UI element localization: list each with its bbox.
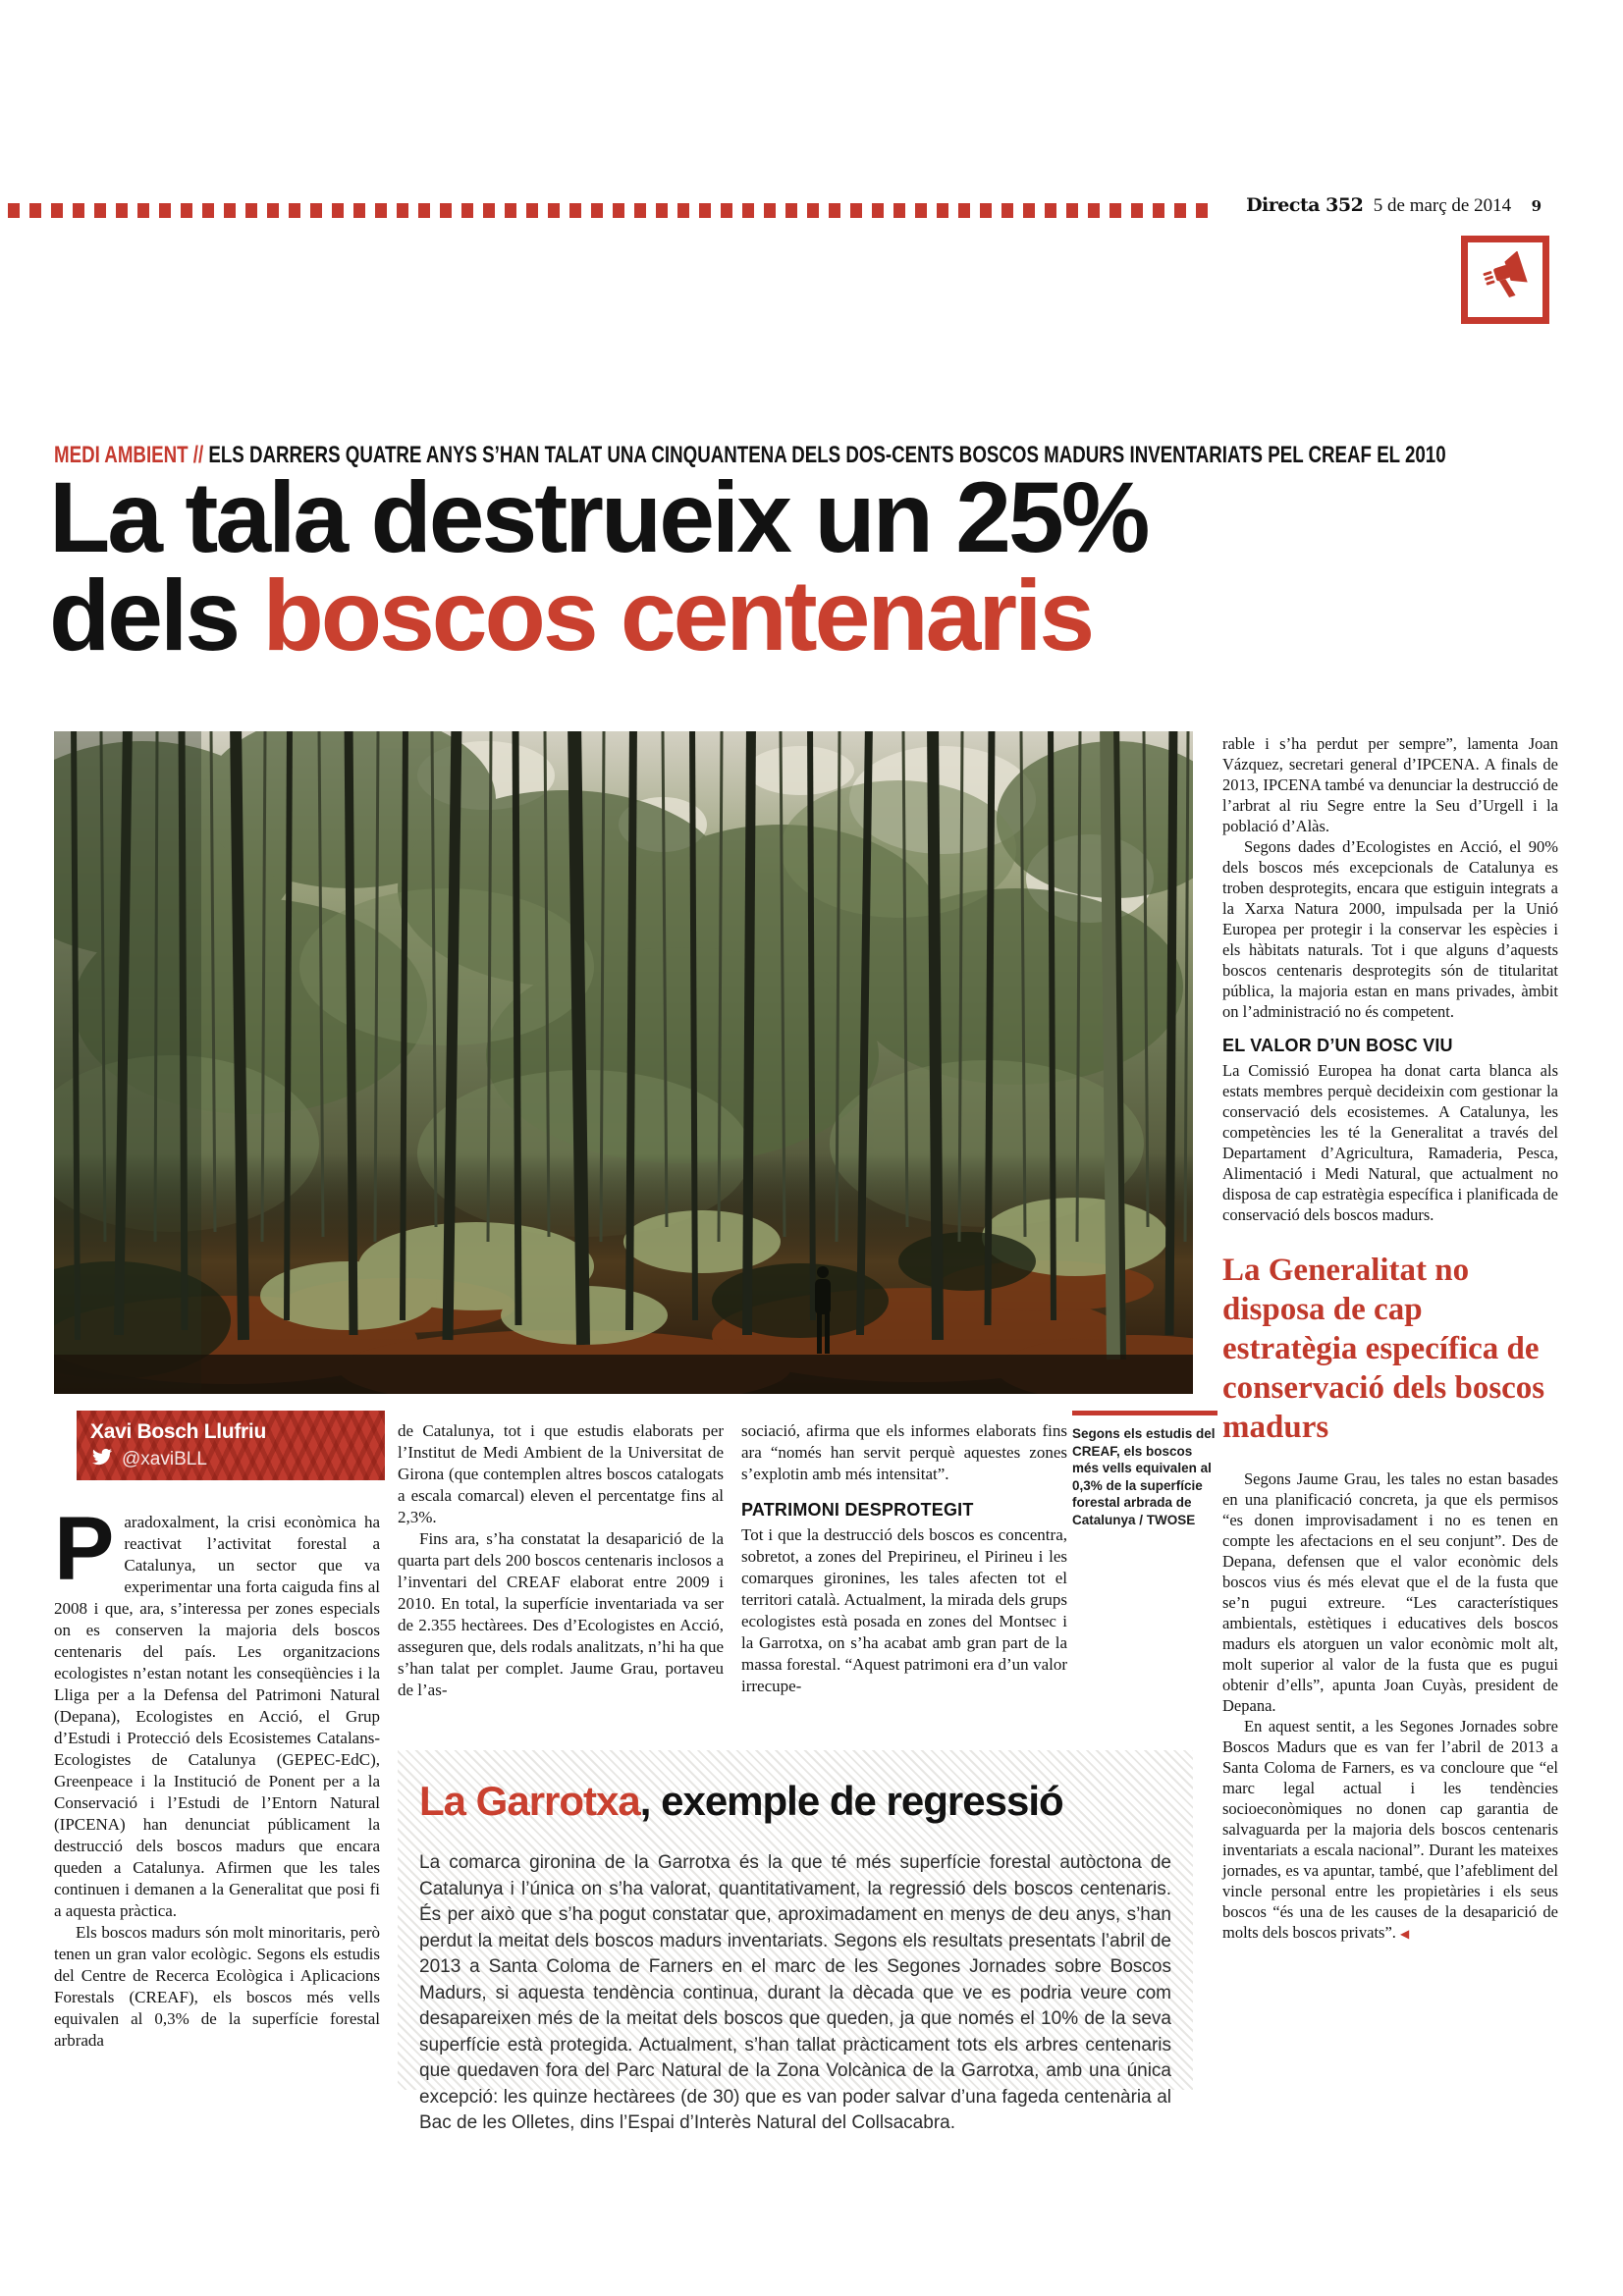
paragraph-text: En aquest sentit, a les Segones Jornades sobre Boscos Madurs que es van fer l’abril de 2013 a Santa Coloma de Farners, es va concloure que “el marc legal actual i les tendències socioeconòmiques no donen cap garantia de salvaguarda per la majoria dels boscos centenaris inventariats a escala nacional”. Durant les mateixes jornades, es va apuntar, també, que l’afebliment del vincle personal entre les propietàries i els seus boscos “és una de les causes de la desaparició de molts dels boscos privats”. <box>1222 1717 1558 1942</box>
body-column-right <box>1222 733 1558 1945</box>
sidebar-box-title-highlight: La Garrotxa <box>419 1778 640 1824</box>
byline-box <box>77 1411 385 1480</box>
drop-cap: P <box>54 1499 115 1599</box>
byline-author: Xavi Bosch Llufriu <box>90 1420 266 1443</box>
megaphone-icon <box>1479 251 1532 309</box>
body-column-3 <box>741 1420 1067 1697</box>
twitter-bird-icon <box>90 1447 114 1471</box>
kicker-text: ELS DARRERS QUATRE ANYS S’HAN TALAT UNA CINQUANTENA DELS DOS-CENTS BOSCOS MADURS INVENTARIATS PEL CREAF EL 2010 <box>208 442 1446 468</box>
article-end-icon: ◀ <box>1400 1927 1410 1941</box>
page-header <box>1109 194 1542 217</box>
sidebar-box-garrotxa <box>398 1750 1193 2133</box>
paragraph: rable i s’ha perdut per sempre”, lamenta Joan Vázquez, secretari general d’IPCENA. A finals de 2013, IPCENA també va denunciar la destrucció de l’arbrat al riu Segre entre la Seu d’Urgell i la població d’Alàs. <box>1222 734 1558 835</box>
edition-title: Directa 352 <box>1246 194 1364 216</box>
paragraph: Segons dades d’Ecologistes en Acció, el 90% dels boscos més excepcionals de Catalunya es troben desprotegits, encara que estiguin integrats a la Xarxa Natura 2000, impulsada per la Unió Europea per protegir i la conservar les espècies i els hàbitats naturals. Tot i que alguns d’aquests boscos centenaris desprotegits són de titularitat pública, la majoria estan en mans privades, àmbit on l’administració no és competent. <box>1222 837 1558 1021</box>
kicker-section: MEDI AMBIENT // <box>54 442 204 468</box>
byline-twitter-handle: @xaviBLL <box>122 1448 207 1469</box>
sidebar-box-title <box>419 1778 1171 1825</box>
paragraph: de Catalunya, tot i que estudis elaborats per l’Institut de Medi Ambient de la Universitat de Girona (que contemplen altres boscos catalogats a escala comarcal) eleven el percentatge fins al 2,3%. <box>398 1421 724 1526</box>
paragraph: Tot i que la destrucció dels boscos es concentra, sobretot, a zones del Prepirineu, el Pirineu i les comarques gironines, les tales afecten tot el territori català. Actualment, la mirada dels grups ecologistes està posada en zones del Montsec i la Garrotxa, on s’ha acabat amb gran part de la massa forestal. “Aquest patrimoni era d’un valor irrecupe- <box>741 1525 1067 1695</box>
paragraph: sociació, afirma que els informes elaborats fins ara “només han servit perquè aquestes zones s’explotin amb més intensitat”. <box>741 1421 1067 1483</box>
headline-line1: La tala destrueix un 25% <box>49 461 1148 573</box>
section-icon-box <box>1461 236 1549 324</box>
section-subhead: PATRIMONI DESPROTEGIT <box>741 1500 974 1520</box>
paragraph: Segons Jaume Grau, les tales no estan basades en una planificació concreta, ja que els permisos “es donen improvisadament i no es tenen en compte les afectacions en el seu conjunt”. Des de Depana, defensen que el valor econòmic dels boscos vius és més elevat que el de la fusta que se’n pugui extreure. “Les característiques ambientals, estètiques i educatives dels boscos madurs els atorguen un valor econòmic molt alt, molt superior al valor de la fusta que es pugui obtenir d’ells”, apunta Joan Cuyàs, president de Depana. <box>1222 1469 1558 1715</box>
paragraph: Els boscos madurs són molt minoritaris, però tenen un gran valor ecològic. Segons els estudis del Centre de Recerca Ecològica i Aplicacions Forestals (CREAF), els boscos més vells equivalen al 0,3% de la superfície forestal arbrada <box>54 1923 380 2050</box>
paragraph <box>54 1499 380 1922</box>
sidebar-box-body: La comarca gironina de la Garrotxa és la que té més superfície forestal autòctona de Catalunya i l’única on s’ha valorat, quantitativament, la regressió dels boscos centenaris. És per això que s’ha pogut constatar que, aproximadament en menys de deu anys, s’han perdut la meitat dels boscos madurs inventariats. Segons els resultats presentats l’abril de 2013 a Santa Coloma de Farners en el marc de les Segones Jornades sobre Boscos Madurs, si aquesta tendència continua, durant la dècada que ve es podria veure com desapareixen més de la meitat dels boscos que queden, ja que només el 10% de la seva superfície està protegida. Actualment, s’han tallat pràcticament tots els arbres centenaris que quedaven fora del Parc Natural de la Zona Volcànica de la Garrotxa, amb una única excepció: les quinze hectàrees (de 30) que es van poder salvar d’una fageda centenària al Bac de les Olletes, dins l’Espai d’Interès Natural del Collsacabra. <box>419 1852 1171 2133</box>
article-photo <box>54 731 1193 1394</box>
paragraph-text: aradoxalment, la crisi econòmica ha reactivat l’activitat forestal a Catalunya, un sector que va experimentar una forta caiguda fins al 2008 i que, ara, s’interessa per zones especials on es conserven la majoria dels boscos centenaris del país. Les organitzacions ecologistes n’estan notant les conseqüències i la Lliga per a la Defensa del Patrimoni Natural (Depana), Ecologistes en Acció, el Grup d’Estudi i Protecció dels Ecosistemes Catalans-Ecologistes de Catalunya (GEPEC-EdC), Greenpeace i la Institució de Ponent per a la Conservació i l’Estudi de l’Entorn Natural (IPCENA) han denunciat públicament la destrucció dels boscos madurs que encara queden a Catalunya. Afirmen que les tales continuen i demanen a la Generalitat que posi fi a aquesta pràctica. <box>54 1513 380 1920</box>
headline-line2-black: dels <box>49 559 239 671</box>
paragraph <box>1222 1716 1558 1945</box>
headline-line2-red: boscos centenaris <box>262 559 1093 671</box>
headline <box>49 461 1581 671</box>
photo-caption-block <box>1072 1411 1217 1528</box>
section-subhead: EL VALOR D’UN BOSC VIU <box>1222 1036 1453 1055</box>
caption-rule <box>1072 1411 1217 1415</box>
paragraph: Fins ara, s’ha constatat la desaparició de la quarta part dels 200 boscos centenaris inclosos a l’inventari del CREAF elaborat entre 2009 i 2010. En total, la superfície inventariada va ser de 2.355 hectàrees. Des d’Ecologistes en Acció, asseguren que, dels rodals analitzats, n’hi ha que s’han talat per complet. Jaume Grau, portaveu de l’as- <box>398 1529 724 1699</box>
sidebar-box-title-rest: , exemple de regressió <box>639 1778 1063 1824</box>
photo-caption: Segons els estudis del CREAF, els boscos més vells equivalen al 0,3% de la superfície forestal arbrada de Catalunya / TWOSE <box>1072 1426 1216 1527</box>
edition-date: 5 de març de 2014 <box>1373 195 1512 216</box>
pull-quote: La Generalitat no disposa de cap estratègia específica de conservació dels boscos madurs <box>1222 1253 1545 1445</box>
dotted-divider <box>8 203 1216 218</box>
page-number: 9 <box>1531 197 1542 215</box>
paragraph: La Comissió Europea ha donat carta blanca als estats membres perquè decideixin com gestionar la conservació dels ecosistemes. A Catalunya, les competències les té la Generalitat a través del Departament d’Agricultura, Ramaderia, Pesca, Alimentació i Medi Natural, que actualment no disposa de cap estratègia específica i planificada de conservació dels boscos madurs. <box>1222 1061 1558 1224</box>
body-column-1 <box>54 1499 380 2052</box>
body-column-2 <box>398 1420 724 1701</box>
